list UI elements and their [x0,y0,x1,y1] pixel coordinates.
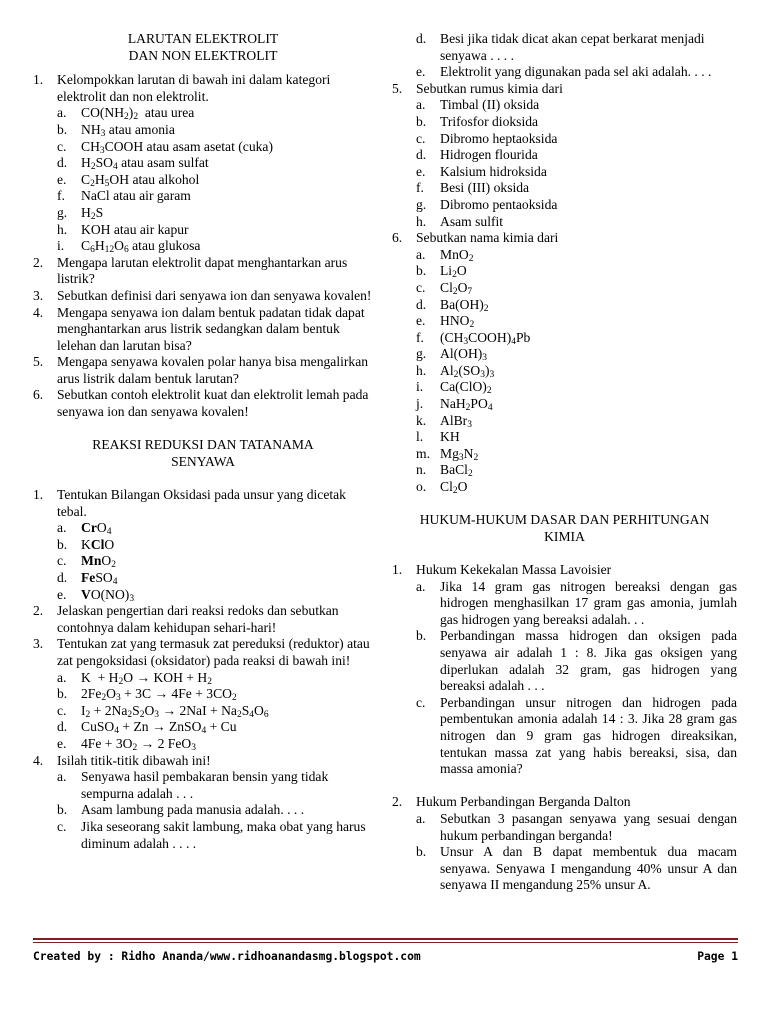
list-item: e. Kalsium hidroksida [416,163,547,179]
question: 4. Mengapa senyawa ion dalam bentuk padatan tidak dapat menghantarkan arus listrik sedangkan dalam bentuk lelehan dan larutan bisa? [33,304,365,353]
formula-item: d. $Ba(OH)_2$ [416,296,489,314]
page-footer [33,938,738,964]
question: 2. Jelaskan pengertian dari reaksi redoks dan sebutkan contohnya dalam kehidupan sehari-hari! [33,603,339,635]
sub-item: b. Perbandingan massa hidrogen dan oksigen pada senyawa air adalah 1 : 8. Jika gas oksigen yang diperlukan adalah 32 gram, gas hidrogen yang bereaksi adalah . . . [416,628,737,694]
formula-item: l. KH [416,429,460,445]
question: 1. Kelompokkan larutan di bawah ini dalam kategori elektrolit dan non elektrolit. [33,72,331,104]
formula-item: k. AlBr$_3$ [416,412,472,430]
section-title: DAN NON ELEKTROLIT [128,47,278,63]
list-item: b. Trifosfor dioksida [416,113,539,129]
formula-item: e. $HNO_2$ [416,313,475,331]
sub-item: e. $VO(NO)_3$ [57,586,135,604]
formula-item: g. $Al(OH)_3$ [416,346,488,364]
equation: e. $4Fe + 3O_2 \to 2$ FeO$_3$ [57,735,196,753]
sub-item: a. $CO(NH_2)_2$ atau urea [57,105,195,123]
sub-item: b. KClO [57,536,115,552]
sub-item: b. Unsur A dan B dapat membentuk dua macam senyawa. Senyawa I mengandung 40% unsur A dan senyawa II mengandung 25% unsur A. [416,844,737,893]
question: 3. Tentukan zat yang termasuk zat pereduksi (reduktor) atau zat pengoksidasi (oksidator) pada reaksi di bawah ini! [33,636,370,668]
question: 1. Hukum Kekekalan Massa Lavoisier [392,562,612,577]
list-item: c. Dibromo heptaoksida [416,130,558,146]
footer-rule [33,938,738,940]
question: 3. Sebutkan definisi dari senyawa ion dan senyawa kovalen! [33,287,372,303]
equation: c. $I_2 + 2Na_2S_2O_3 \to 2NaI + Na_2S_4O_6$ [57,702,269,720]
formula-item: n. BaCl$_2$ [416,462,473,480]
sub-item: a. Senyawa hasil pembakaran bensin yang tidak sempurna adalah . . . [57,769,329,801]
question: 4. Isilah titik-titik dibawah ini! [33,752,211,768]
equation: a. $K + H_2O$ → KOH + $H_2$ [57,669,212,687]
formula-item: a. MnO$_2$ [416,246,474,264]
list-item: g. Dibromo pentaoksida [416,196,558,212]
section-title: REAKSI REDUKSI DAN TATANAMA [92,437,314,453]
formula-item: f. $(CH_3COOH)_4Pb$ [416,329,531,347]
sub-item: d. FeSO$_4$ [57,570,118,587]
formula-item: m. $Mg_3N_2$ [416,445,479,463]
sub-item: e. $C_2H_5OH$ atau alkohol [57,171,200,189]
section-title: SENYAWA [171,453,235,469]
formula-item: i. $Ca(ClO)_2$ [416,379,492,397]
question: 5. Mengapa senyawa kovalen polar hanya bisa mengalirkan arus listrik dalam bentuk larutan? [33,354,369,386]
question: 5. Sebutkan rumus kimia dari [392,80,563,96]
sub-item: c. $CH_3COOH$ atau asam asetat (cuka) [57,138,273,156]
sub-item: a. CrO$_4$ [57,520,112,538]
formula-item: h. $Al_2(SO_3)_3$ [416,362,495,380]
list-item: h. Asam sulfit [416,213,504,229]
formula-item: o. $Cl_2O$ [416,479,468,497]
equation: d. CuSO$_4$ + Zn → ZnSO$_4$ + Cu [57,719,237,737]
question: 6. Sebutkan nama kimia dari [392,230,559,246]
question: 2. Hukum Perbandingan Berganda Dalton [392,794,631,810]
sub-item: d. Besi jika tidak dicat akan cepat berkarat menjadi senyawa . . . . [416,31,705,63]
footer-credit: Created by : Ridho Ananda/www.ridhoanandasmg.blogspot.com [33,950,421,963]
formula-item: b. $Li_2O$ [416,263,467,281]
question: 1. Tentukan Bilangan Oksidasi pada unsur yang dicetak tebal. [33,487,346,519]
sub-item: e. Elektrolit yang digunakan pada sel aki adalah. . . . [416,64,712,80]
sub-item: b. Asam lambung pada manusia adalah. . . . [57,802,305,818]
list-item: d. Hidrogen flourida [416,147,538,163]
section-title: KIMIA [544,528,585,544]
section-title: HUKUM-HUKUM DASAR DAN PERHITUNGAN [419,512,710,528]
page-number: Page 1 [697,950,738,963]
sub-item: i. $C_6H_{12}O_6$ atau glukosa [57,238,201,256]
question: 6. Sebutkan contoh elektrolit kuat dan elektrolit lemah pada senyawa ion dan senyawa kovalen! [33,387,369,420]
list-item: a. Timbal (II) oksida [416,97,540,113]
sub-item: b. $NH_3$ atau amonia [57,121,175,139]
formula-item: c. $Cl_2O_7$ [416,279,473,297]
footer-row [33,950,738,964]
footer-rule [33,942,738,943]
sub-item: f. NaCl atau air garam [57,188,191,204]
formula-item: j. $NaH_2PO_4$ [416,396,493,414]
sub-item: c. MnO$_2$ [57,553,116,571]
sub-item: h. KOH atau air kapur [57,221,189,237]
sub-item: g. $H_2S$ [57,204,104,222]
sub-item: c. Perbandingan unsur nitrogen dan hidrogen pada pembentukan amonia adalah 14 : 3. Jika 28 gram gas nitrogen dan 9 gram gas hidrogen direaksikan, tentukan massa zat yang habis bereaksi, sisa, dan massa amonia? [416,694,737,777]
list-item: f. Besi (III) oksida [416,180,530,196]
sub-item: a. Jika 14 gram gas nitrogen bereaksi dengan gas hidrogen menghasilkan 17 gram gas amonia, jumlah gas hidrogen yang bereaksi adalah. . . [416,578,737,627]
right-column [392,31,737,894]
left-column [33,31,373,852]
sub-item: a. Sebutkan 3 pasangan senyawa yang sesuai dengan hukum perbandingan berganda! [416,810,737,843]
sub-item: d. $H_2SO_4$ atau asam sulfat [57,155,209,173]
sub-item: c. Jika seseorang sakit lambung, maka obat yang harus diminum adalah . . . . [57,818,366,851]
equation: b. $2Fe_2O_3 + 3C \to 4Fe + 3CO_2$ [57,686,237,704]
section-title: LARUTAN ELEKTROLIT [127,31,279,46]
question: 2. Mengapa larutan elektrolit dapat menghantarkan arus listrik? [33,254,348,287]
